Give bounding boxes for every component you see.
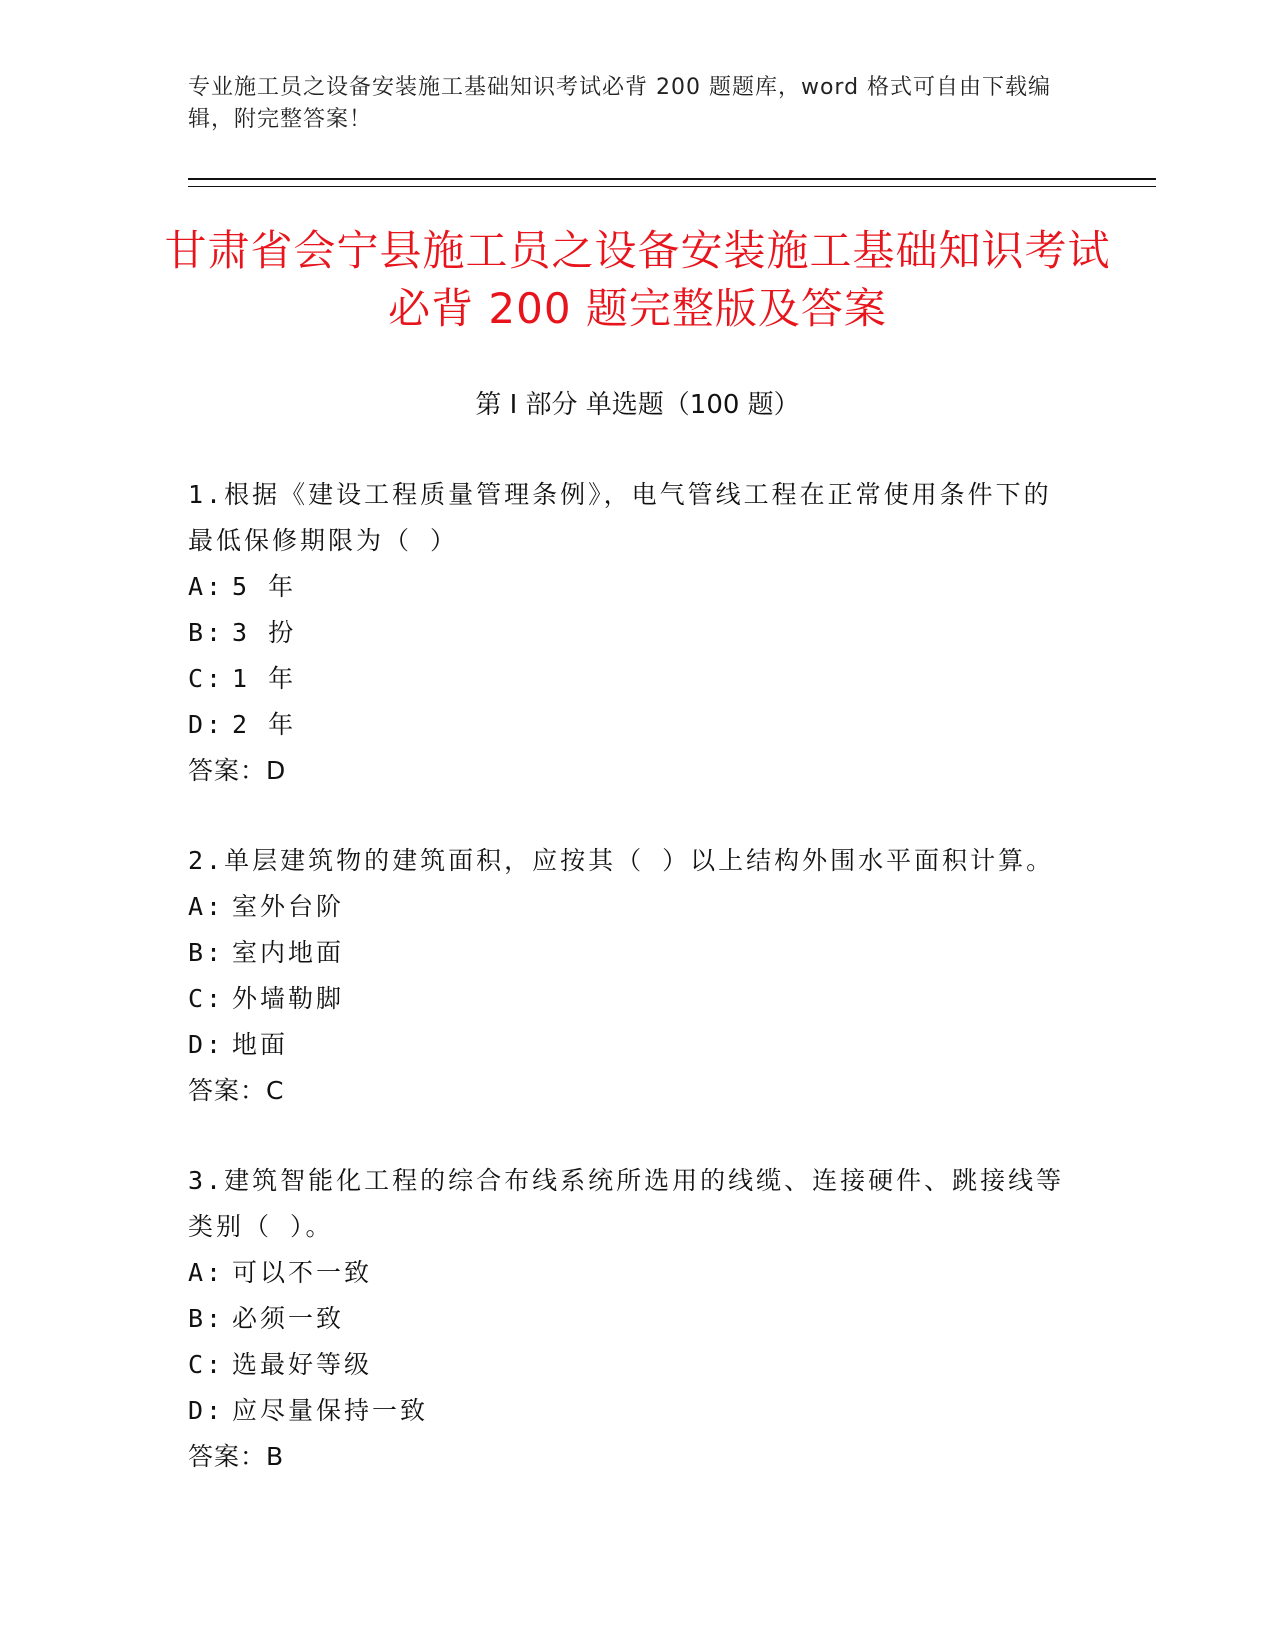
question-stem: 1.根据《建设工程质量管理条例》，电气管线工程在正常使用条件下的最低保修期限为（ ） (188, 480, 1052, 555)
option-d (188, 1388, 1068, 1434)
section-heading: 第 I 部分 单选题（100 题） (475, 390, 800, 420)
option-d (188, 702, 1068, 748)
option-a (188, 884, 1068, 930)
question-stem: 3.建筑智能化工程的综合布线系统所选用的线缆、连接硬件、跳接线等类别（ ）。 (188, 1166, 1065, 1241)
option-b (188, 1296, 1068, 1342)
option-letter: C: (188, 984, 225, 1013)
option-letter: B: (188, 938, 225, 967)
option-text: 外墙勒脚 (232, 984, 345, 1013)
document-title: 甘肃省会宁县施工员之设备安装施工基础知识考试必背 200 题完整版及答案 (164, 226, 1111, 333)
option-text: 应尽量保持一致 (232, 1396, 429, 1425)
option-b (188, 930, 1068, 976)
question-stem: 2.单层建筑物的建筑面积，应按其（ ）以上结构外围水平面积计算。 (188, 846, 1055, 875)
option-c (188, 656, 1068, 702)
option-d (188, 1022, 1068, 1068)
option-letter: C: (188, 664, 225, 693)
option-c (188, 1342, 1068, 1388)
option-letter: A: (188, 572, 225, 601)
option-c (188, 976, 1068, 1022)
answer-line: 答案：D (188, 756, 287, 785)
option-text: 室外台阶 (232, 892, 345, 921)
option-text: 可以不一致 (232, 1258, 373, 1287)
option-text: 室内地面 (232, 938, 345, 967)
option-letter: D: (188, 1030, 225, 1059)
answer-line: 答案：B (188, 1442, 285, 1471)
option-a (188, 1250, 1068, 1296)
option-text: 选最好等级 (232, 1350, 373, 1379)
option-letter: A: (188, 1258, 225, 1287)
header-note: 专业施工员之设备安装施工基础知识考试必背 200 题题库，word 格式可自由下载编辑，附完整答案！ (188, 75, 1052, 132)
option-b (188, 610, 1068, 656)
option-a (188, 564, 1068, 610)
answer-line: 答案：C (188, 1076, 285, 1105)
option-letter: C: (188, 1350, 225, 1379)
question-1 (188, 472, 1068, 794)
option-text: 必须一致 (232, 1304, 345, 1333)
option-letter: B: (188, 618, 225, 647)
option-text: 2 年 (232, 710, 297, 739)
option-letter: A: (188, 892, 225, 921)
header-divider (188, 178, 1156, 187)
option-letter: D: (188, 1396, 225, 1425)
option-text: 3 扮 (232, 618, 297, 647)
question-2 (188, 838, 1068, 1114)
option-letter: B: (188, 1304, 225, 1333)
option-text: 5 年 (232, 572, 297, 601)
option-text: 1 年 (232, 664, 297, 693)
option-text: 地面 (232, 1030, 289, 1059)
question-3 (188, 1158, 1068, 1480)
question-list (188, 472, 1068, 1524)
option-letter: D: (188, 710, 225, 739)
